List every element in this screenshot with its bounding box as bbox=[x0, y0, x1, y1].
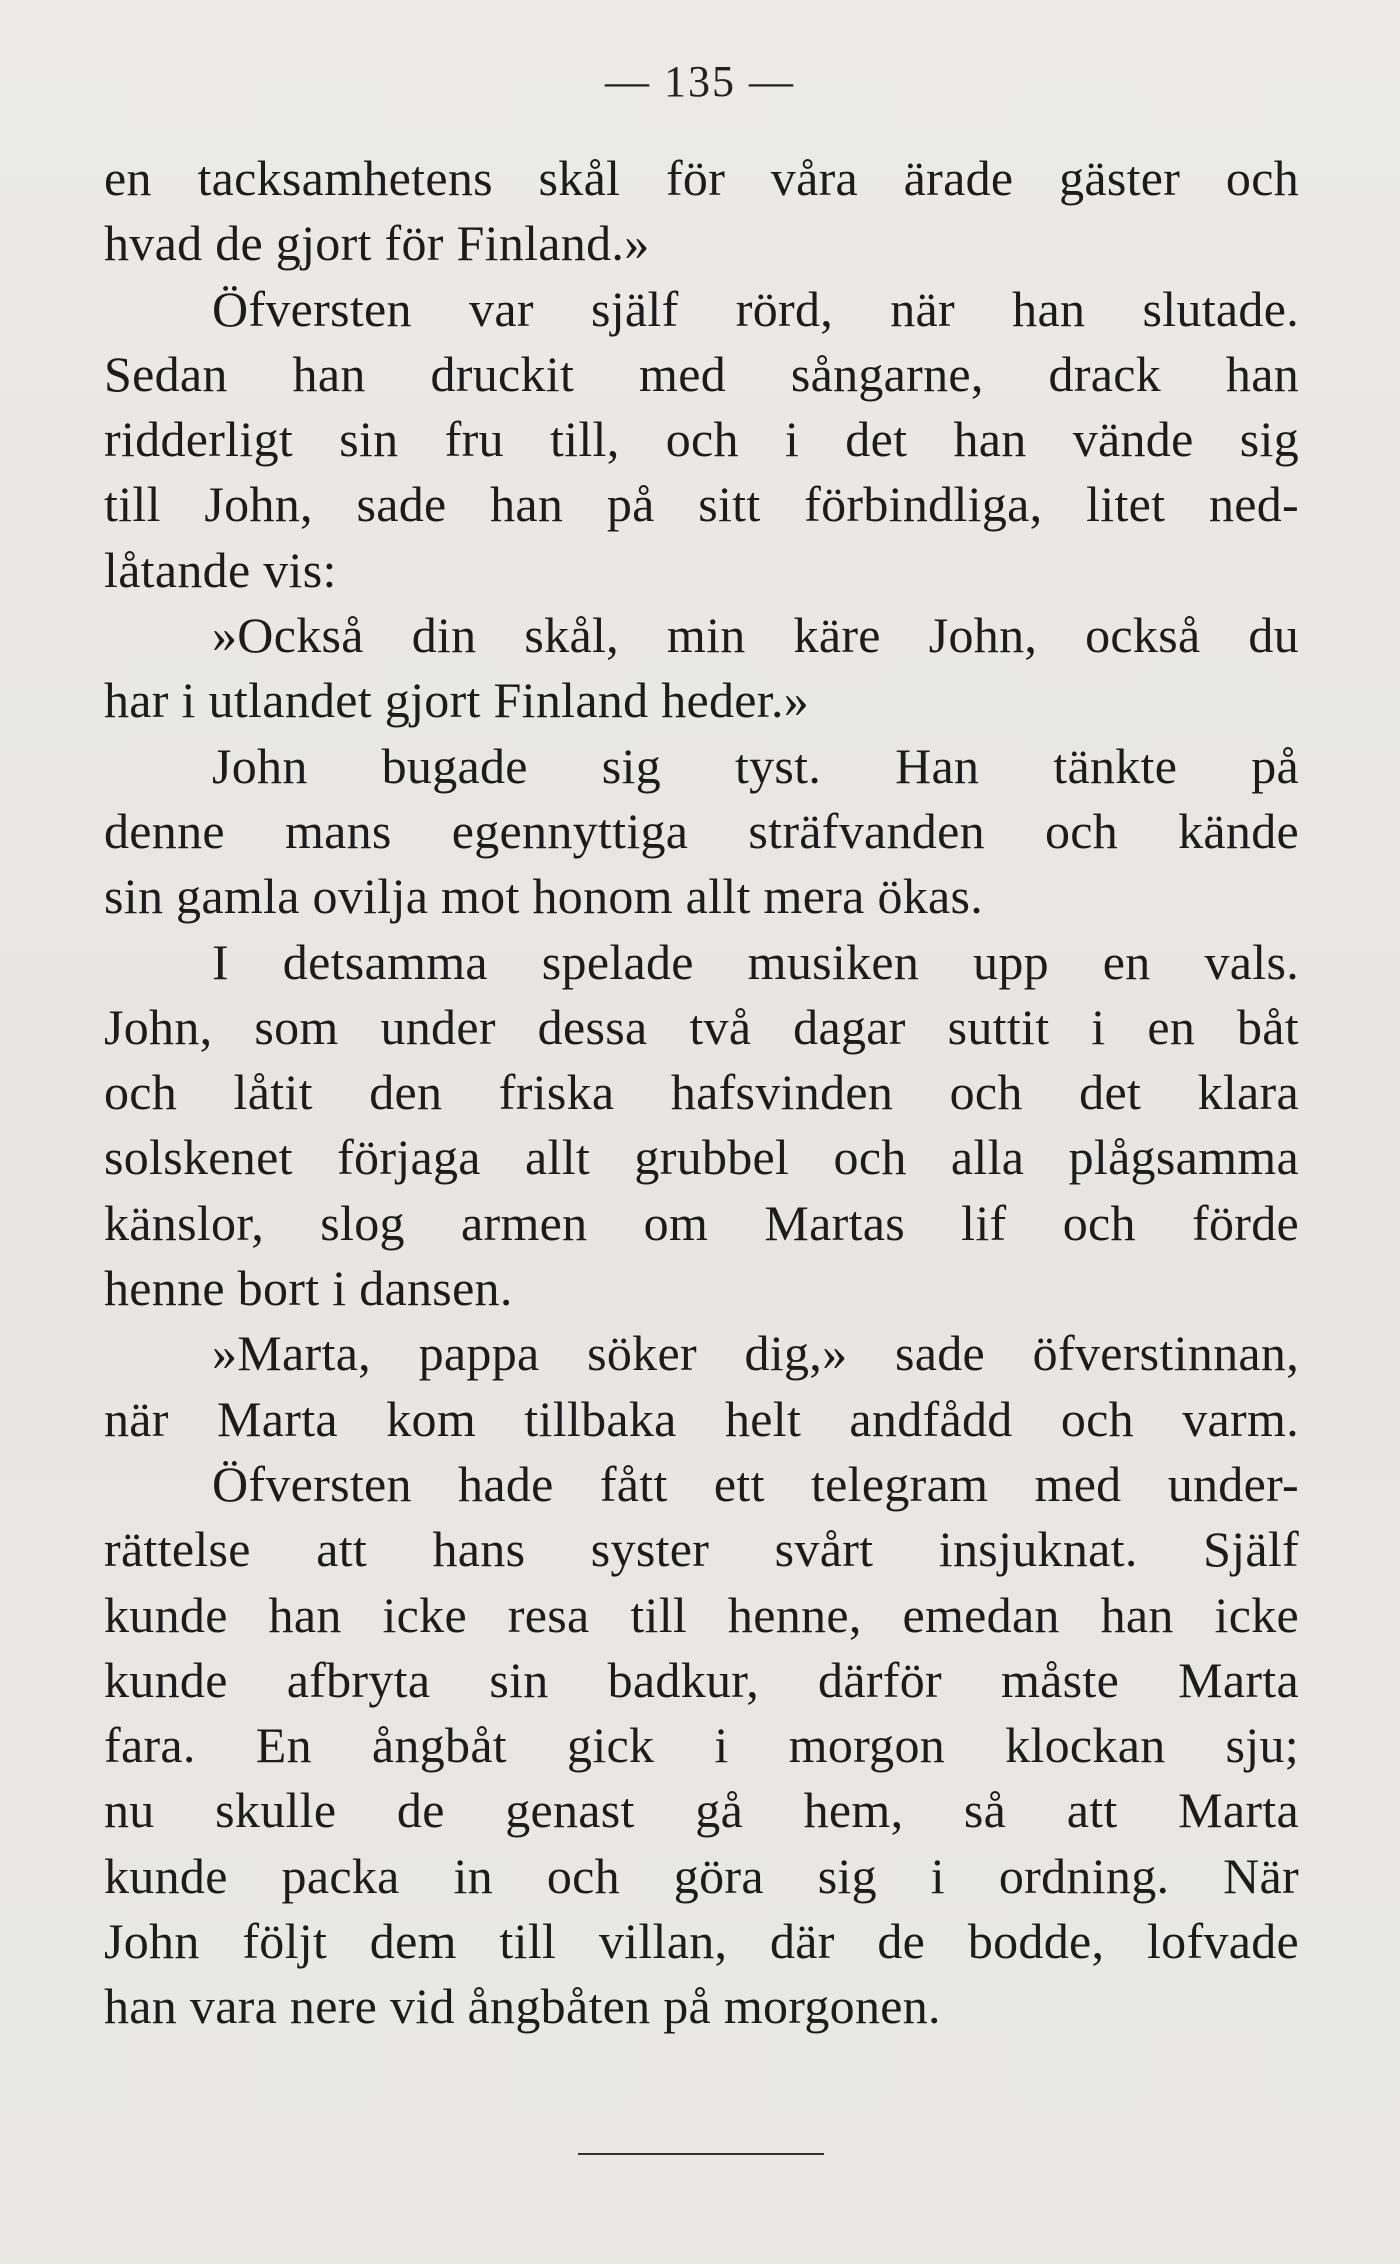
text-line: »Också din skål, min käre John, också du bbox=[212, 607, 1299, 664]
text-line: John, som under dessa två dagar suttit i en båt bbox=[104, 998, 1299, 1055]
text-line: John följt dem till villan, där de bodde, lofvade bbox=[104, 1913, 1299, 1970]
text-line: Sedan han druckit med sångarne, drack han bbox=[104, 345, 1299, 402]
text-line: en tacksamhetens skål för våra ärade gäster och bbox=[104, 150, 1299, 206]
text-line: och låtit den friska hafsvinden och det klara bbox=[104, 1064, 1299, 1121]
body-text bbox=[104, 146, 1299, 2040]
text-line: har i utlandet gjort Finland heder.» bbox=[104, 672, 810, 729]
text-line: kunde han icke resa till henne, emedan han icke bbox=[104, 1586, 1299, 1643]
text-line: till John, sade han på sitt förbindliga, litet ned- bbox=[104, 476, 1299, 533]
text-line: när Marta kom tillbaka helt andfådd och varm. bbox=[104, 1390, 1299, 1447]
page-number: — 135 — bbox=[605, 57, 795, 106]
text-line: hvad de gjort för Finland.» bbox=[104, 215, 650, 272]
text-line: nu skulle de genast gå hem, så att Marta bbox=[104, 1782, 1299, 1839]
text-line: henne bort i dansen. bbox=[104, 1260, 513, 1317]
text-line: John bugade sig tyst. Han tänkte på bbox=[212, 737, 1299, 794]
text-line: rättelse att hans syster svårt insjuknat. Själf bbox=[104, 1521, 1299, 1578]
text-line: känslor, slog armen om Martas lif och förde bbox=[104, 1194, 1299, 1251]
text-line: solskenet förjaga allt grubbel och alla plågsamma bbox=[104, 1129, 1299, 1186]
text-line: ridderligt sin fru till, och i det han vände sig bbox=[104, 411, 1299, 468]
text-line: kunde packa in och göra sig i ordning. När bbox=[104, 1847, 1299, 1904]
end-rule bbox=[578, 2153, 824, 2155]
text-line: I detsamma spelade musiken upp en vals. bbox=[212, 933, 1299, 990]
text-line: kunde afbryta sin badkur, därför måste Marta bbox=[104, 1651, 1299, 1708]
text-line: han vara nere vid ångbåten på morgonen. bbox=[104, 1978, 941, 2035]
text-line: Öfversten var själf rörd, när han slutade. bbox=[212, 280, 1299, 337]
text-line: »Marta, pappa söker dig,» sade öfverstinnan, bbox=[212, 1325, 1299, 1382]
text-line: fara. En ångbåt gick i morgon klockan sju; bbox=[104, 1717, 1299, 1774]
text-line: denne mans egennyttiga sträfvanden och kände bbox=[104, 802, 1299, 859]
text-line: Öfversten hade fått ett telegram med under- bbox=[212, 1455, 1299, 1512]
text-line: sin gamla ovilja mot honom allt mera ökas. bbox=[104, 868, 984, 925]
text-line: låtande vis: bbox=[104, 541, 337, 598]
